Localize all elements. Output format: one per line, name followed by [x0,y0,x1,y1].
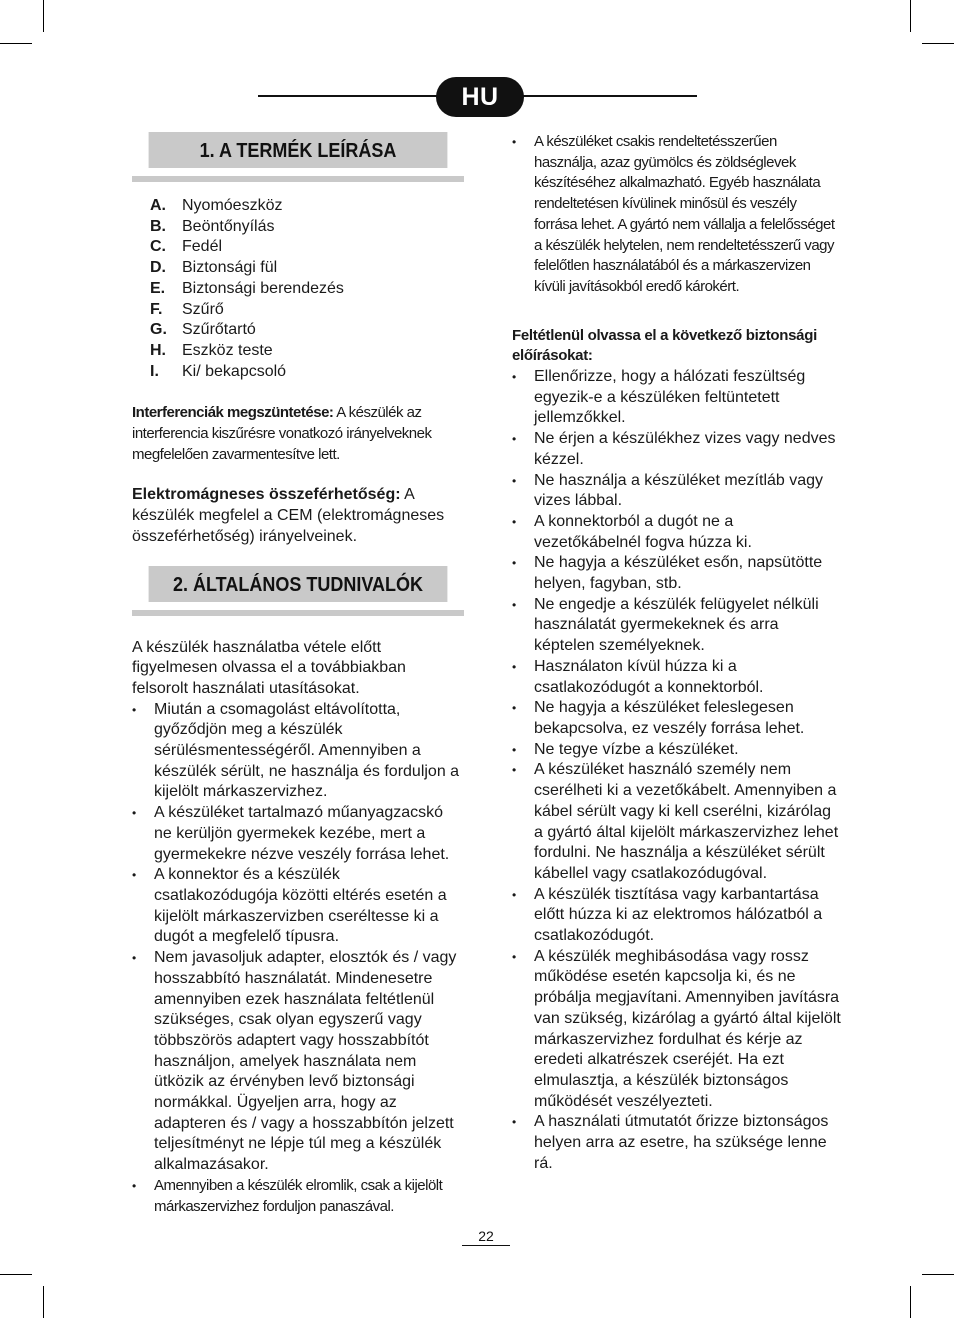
part-label: Szűrőtartó [182,321,256,339]
crop-mark [0,43,32,44]
list-item: • Használaton kívül húzza ki a csatlakozódugót a konnektorból. [512,657,842,698]
list-item: • A készüléket használó személy nem cserélheti ki a vezetőkábelt. Amennyiben a kábel sérült vagy ki kell cserélni, kizárólag a gyártó által kijelölt márkaszervizhez lehet fordulni. Ne használja a készüléket sérült kábellel vagy csatlakozódugóval. [512,760,842,884]
list-item [132,279,464,300]
list-item: • A készülék meghibásodása vagy rossz működése esetén kapcsolja ki, és ne próbálja megjavítani. Amennyiben javításra van szükség, kizárólag a gyártó által kijelölt márkaszervizhez fordulhat és kérje az eredeti alkatrészek cseréjét. Ha ezt elmulasztja, a készülék biztonságos működését veszélyezteti. [512,947,842,1113]
emc-text: A készülék megfelel a CEM (elektromágneses összeférhetőség) irányelveinek. [132,486,445,545]
part-label: Biztonsági fül [182,259,278,277]
crop-mark [43,1286,44,1318]
crop-mark [910,1286,911,1318]
crop-mark [43,0,44,32]
safety-bullets [512,367,842,1174]
list-item: • Ne tegye vízbe a készüléket. [512,740,842,761]
interference-paragraph [132,403,464,465]
list-item [132,196,464,217]
section2-title: 2. ÁLTALÁNOS TUDNIVALÓK [149,566,448,602]
section2-rule [132,610,464,616]
list-item: • Amennyiben a készülék elromlik, csak a kijelölt márkaszervizhez forduljon panaszával. [132,1176,464,1217]
list-item [132,341,464,362]
section1-rule [132,176,464,182]
list-item: • Nem javasoljuk adapter, elosztók és / vagy hosszabbító használatát. Mindenesetre amennyiben ezek használata feltétlenül szükséges, csak olyan egyszerű vagy többszörös adaptert vagy hosszabbítót használjon, amelyek használata nem ütközik az érvényben levő biztonsági normákkal. Ügyeljen arra, hogy az adapteren és / vagy a hosszabbítón jelzett teljesítményt ne lépje túl meg a készülék alkalmazásakor. [132,948,464,1176]
list-item [132,300,464,321]
part-letter: C. [150,238,166,256]
list-item: • A készüléket csakis rendeltetésszerűen használja, azaz gyümölcs és zöldséglevek készítéséhez alkalmazható. Egyéb használata rendeltetésen kívülinek minősül és veszély forrása lehet. A gyártó nem vállalja a felelősséget a készülék helytelen, nem rendeltetésszerű vagy felelőtlen használatából és a márkaszervizen kívüli javításokból eredő károkért. [512,132,842,298]
part-letter: F. [150,300,163,318]
part-label: Nyomóeszköz [182,197,283,214]
safety-heading-text: Feltétlenül olvassa el a következő biztonsági előírásokat: [512,326,817,365]
list-item: • A használati útmutatót őrizze biztonságos helyen arra az esetre, ha szüksége lenne rá. [512,1112,842,1174]
part-letter: I. [150,362,159,380]
list-item: • Ne hagyja a készüléket feleslegesen bekapcsolva, ez veszély forrása lehet. [512,698,842,739]
crop-mark [922,43,954,44]
interference-label: Interferenciák megszüntetése: [132,404,334,422]
list-item: • A konnektorból a dugót ne a vezetőkábelnél fogva húzza ki. [512,512,842,553]
page-number: 22 [462,1228,510,1246]
part-letter: E. [150,279,166,297]
list-item: • Ellenőrizze, hogy a hálózati feszültség egyezik-e a készüléken feltüntetett jellemzőkkel. [512,367,842,429]
interference-text: A készülék az interferencia kiszűrésre vonatkozó irányelveknek megfelelően zavarmentesítve lett. [132,404,432,463]
emc-label: Elektromágneses összeférhetőség: [132,486,401,504]
list-item: • Ne használja a készüléket mezítláb vagy vizes lábbal. [512,471,842,512]
list-item [132,217,464,238]
crop-mark [922,1274,954,1275]
parts-list [132,196,464,382]
part-letter: G. [150,321,167,339]
part-label: Szűrő [182,300,224,318]
part-letter: D. [150,259,166,277]
list-item [132,320,464,341]
part-label: Biztonsági berendezés [182,279,344,297]
right-column [512,132,842,1174]
part-letter: A. [150,197,166,214]
part-label: Beöntőnyílás [182,217,275,235]
crop-mark [0,1274,32,1275]
list-item: • Ne érjen a készülékhez vizes vagy nedves kézzel. [512,429,842,470]
section2-intro: A készülék használatba vétele előtt figyelmesen olvassa el a továbbiakban felsorolt használati utasításokat. [132,638,406,697]
left-column [132,132,464,1217]
general-bullets [132,700,464,1218]
list-item: • Miután a csomagolást eltávolította, győződjön meg a készülék sérülésmentességéről. Amennyiben a készülék sérült, ne használja és forduljon a kijelölt márkaszervizhez. [132,700,464,804]
list-item [132,237,464,258]
part-letter: H. [150,341,166,359]
crop-mark [910,0,911,32]
part-label: Ki/ bekapcsoló [182,362,287,380]
section1-title: 1. A TERMÉK LEÍRÁSA [149,132,448,168]
language-badge: HU [436,77,524,117]
list-item: • A készüléket tartalmazó műanyagzacskó ne kerüljön gyermekek kezébe, mert a gyermekekre nézve veszély forrása lehet. [132,803,464,865]
list-item: • A konnektor és a készülék csatlakozódugója közötti eltérés esetén a kijelölt márkaszervizben cseréltesse ki a dugót a megfelelő típusra. [132,865,464,948]
list-item: • Ne hagyja a készüléket esőn, napsütötte helyen, fagyban, stb. [512,553,842,594]
part-letter: B. [150,217,166,235]
list-item: • A készülék tisztítása vagy karbantartása előtt húzza ki az elektromos hálózatból a csatlakozódugót. [512,885,842,947]
safety-heading [512,326,842,367]
part-label: Fedél [182,238,223,256]
header-rule-left [258,95,438,97]
emc-paragraph [132,485,464,547]
list-item: • Ne engedje a készülék felügyelet nélküli használatát gyermekeknek és arra képtelen személyeknek. [512,595,842,657]
header-rule-right [522,95,697,97]
list-item [132,362,464,383]
usage-bullet [512,132,842,298]
part-label: Eszköz teste [182,341,273,359]
list-item [132,258,464,279]
